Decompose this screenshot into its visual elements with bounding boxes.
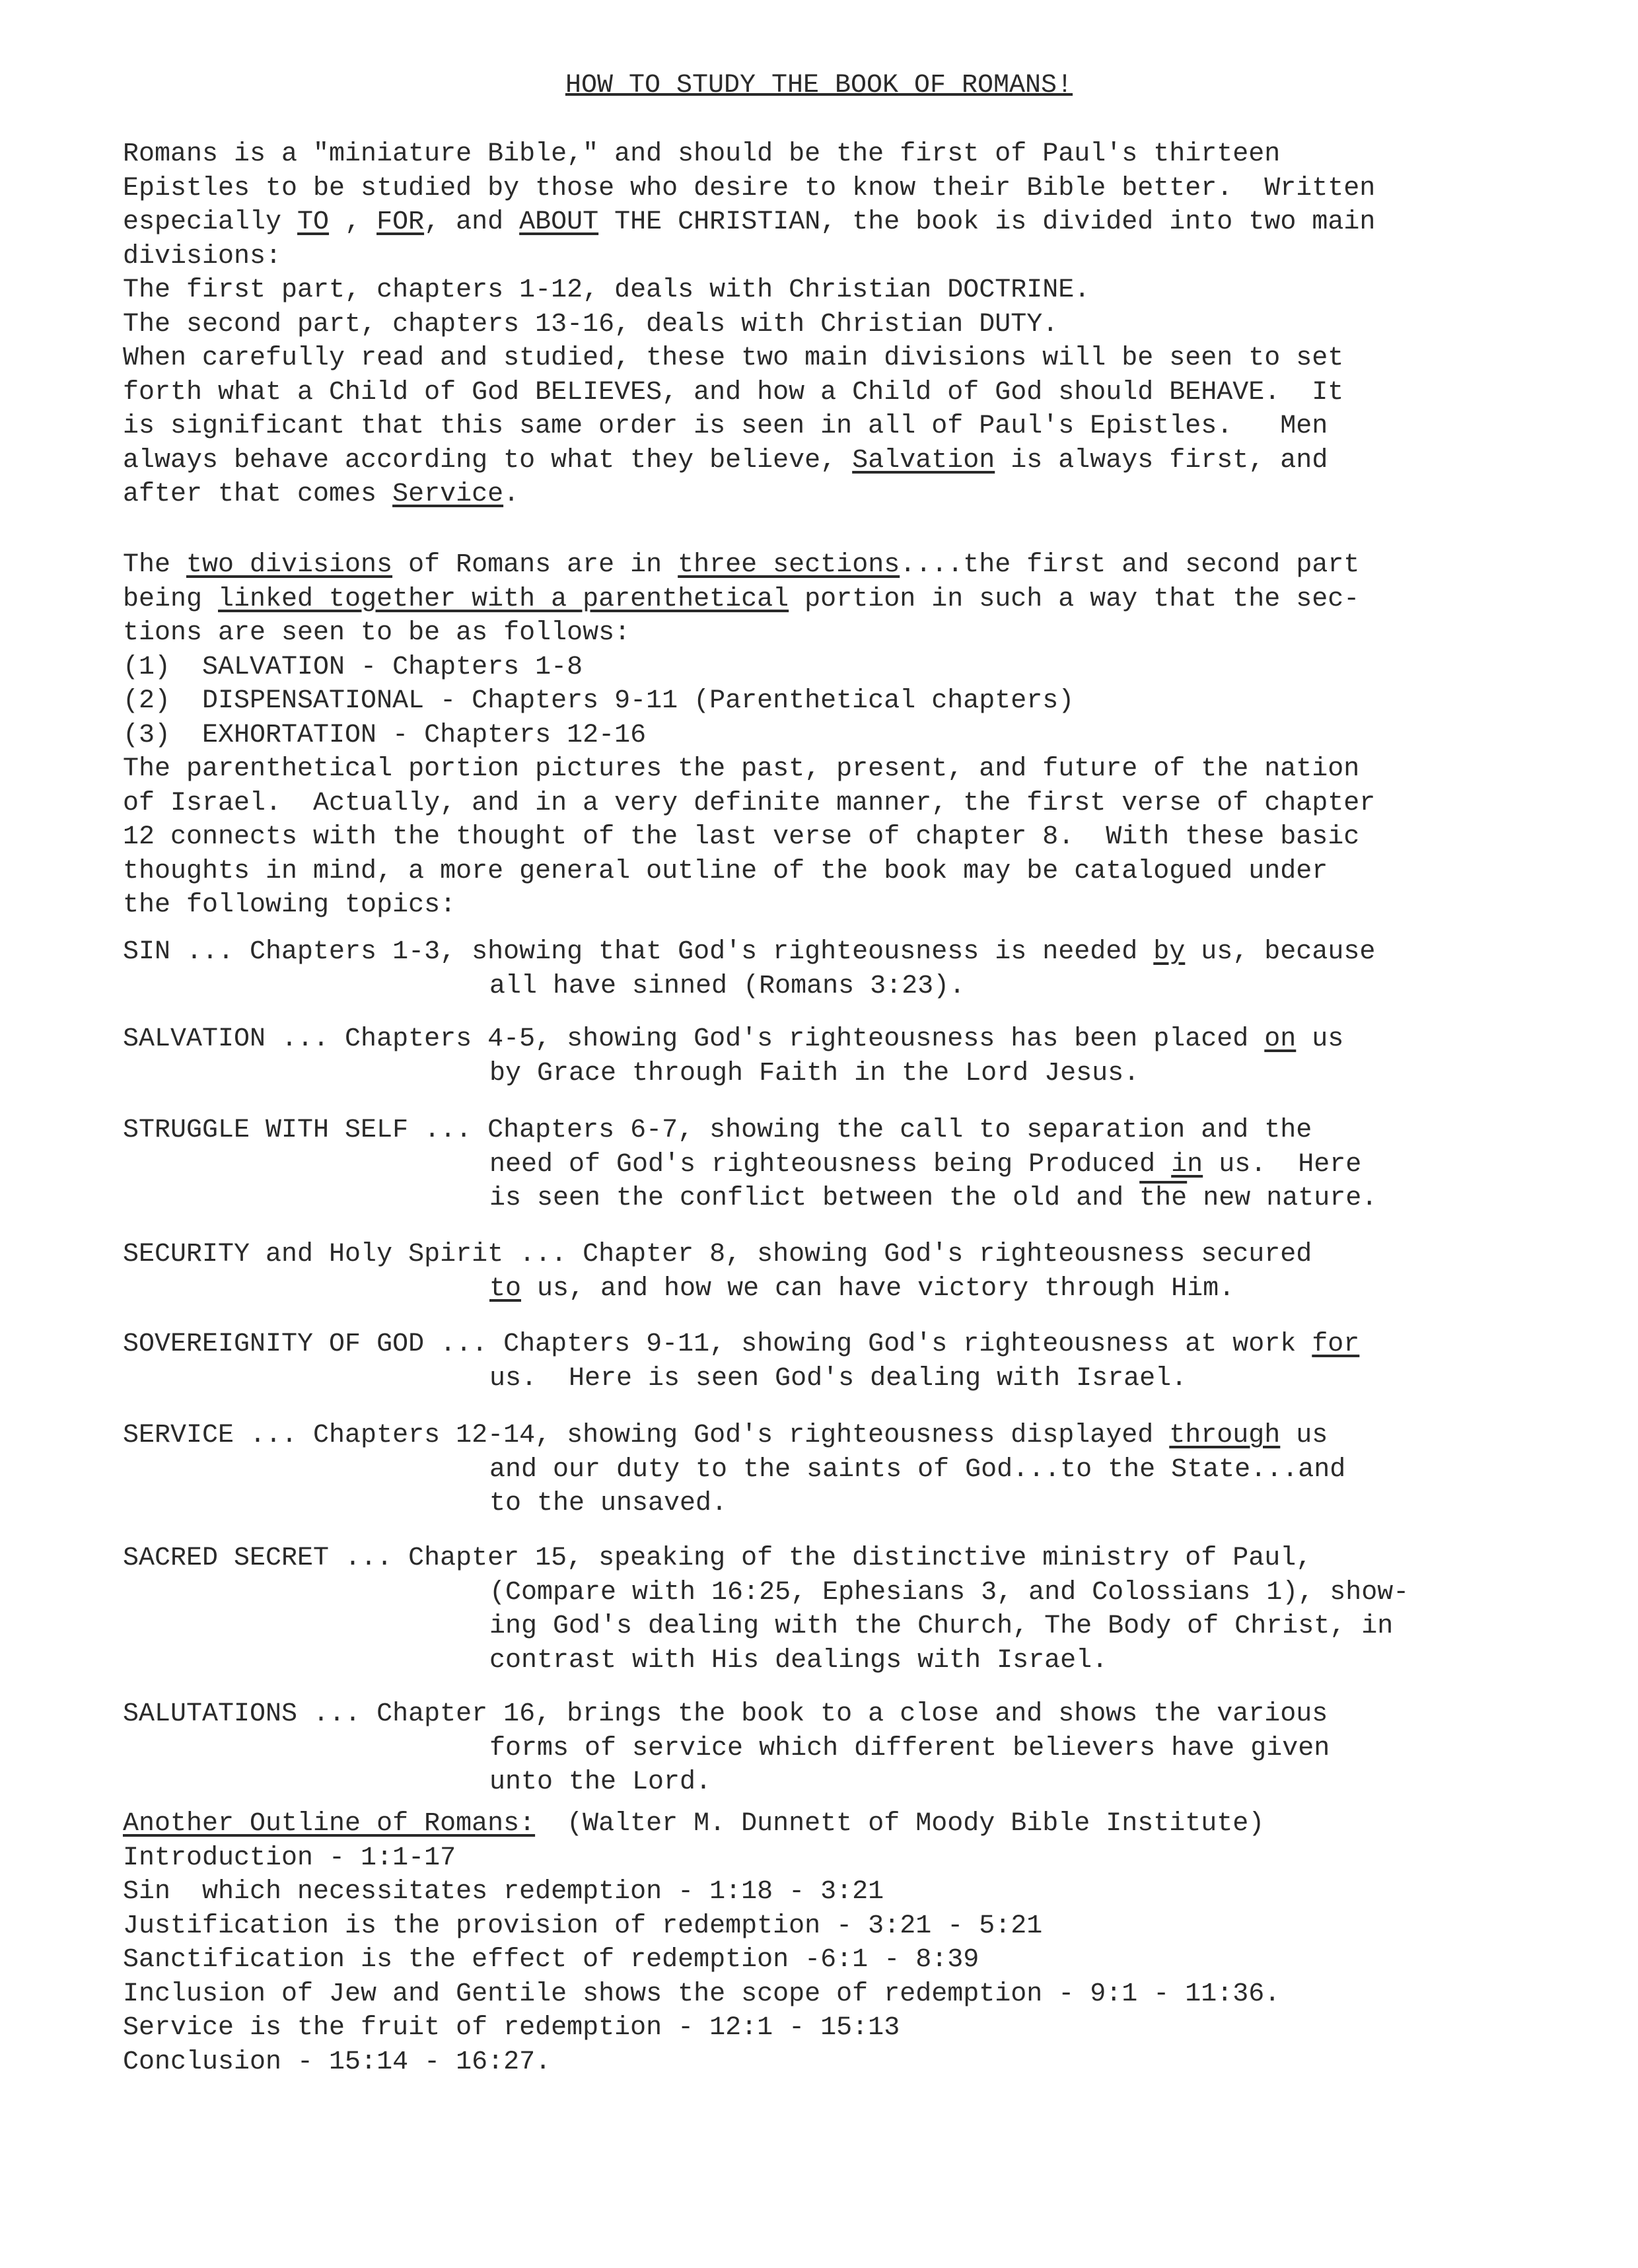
text: The — [123, 550, 187, 580]
outline-item: Sanctification is the effect of redemption -6:1 - 8:39 — [123, 1945, 979, 1975]
text: new nature. — [1187, 1184, 1378, 1213]
sections-line: thoughts in mind, a more general outline of the book may be catalogued under — [123, 856, 1328, 886]
text: SOVEREIGNITY OF GOD ... Chapters 9-11, showing God's righteousness at work — [123, 1329, 1312, 1359]
topic-sacred-secret — [123, 1542, 1556, 1678]
sections-line — [123, 548, 1556, 583]
topic-service — [123, 1419, 1556, 1521]
text: us, because — [1185, 937, 1376, 967]
topic-salvation — [123, 1022, 1556, 1090]
topic-line — [123, 1148, 1556, 1182]
intro-line: The second part, chapters 13-16, deals with Christian DUTY. — [123, 309, 1059, 339]
text: need of God's righteousness being Produced — [489, 1149, 1172, 1180]
underlined-phrase: two divisions — [186, 550, 393, 580]
topic-line: and our duty to the saints of God...to the State...and — [489, 1454, 1346, 1485]
section-item: (1) SALVATION - Chapters 1-8 — [123, 652, 583, 682]
text: is seen the conflict between the old and — [489, 1184, 1140, 1213]
text: is always first, and — [995, 445, 1328, 476]
topic-sin — [123, 935, 1556, 1003]
topic-line: contrast with His dealings with Israel. — [489, 1645, 1108, 1676]
topic-line: SACRED SECRET ... Chapter 15, speaking of the distinctive ministry of Paul, — [123, 1543, 1312, 1573]
underlined-phrase: three sections — [678, 550, 900, 580]
outline-item: Justification is the provision of redemption - 3:21 - 5:21 — [123, 1911, 1043, 1941]
text: of Romans are in — [392, 550, 678, 580]
outline-heading: Another Outline of Romans: — [123, 1809, 536, 1839]
topic-line — [123, 1182, 1556, 1216]
outline-item: Introduction - 1:1-17 — [123, 1843, 456, 1873]
intro-line: divisions: — [123, 241, 282, 271]
sections-paragraph — [123, 548, 1556, 923]
topic-line: ing God's dealing with the Church, The Body of Christ, in — [489, 1612, 1394, 1641]
intro-line — [123, 205, 1556, 240]
sections-line: The parenthetical portion pictures the past, present, and future of the nation — [123, 754, 1360, 784]
underlined-word: FOR — [376, 207, 425, 237]
topic-line — [123, 935, 1556, 970]
text: being — [123, 584, 219, 614]
topic-line — [123, 1419, 1556, 1453]
text: , — [329, 207, 377, 237]
topic-security — [123, 1238, 1556, 1306]
sections-line: the following topics: — [123, 890, 456, 920]
topic-sovereignty — [123, 1328, 1556, 1396]
overlined-word: $\overline{the}$ — [1139, 1184, 1188, 1213]
outline-heading-line — [123, 1807, 1556, 1841]
intro-paragraph — [123, 137, 1556, 512]
underlined-word: to — [489, 1273, 522, 1304]
underlined-word: for — [1312, 1329, 1360, 1359]
text: after that comes — [123, 479, 393, 509]
another-outline — [123, 1807, 1556, 2079]
page-title: HOW TO STUDY THE BOOK OF ROMANS! — [565, 71, 1073, 100]
topic-line: (Compare with 16:25, Ephesians 3, and Colossians 1), show- — [489, 1577, 1409, 1608]
topic-line: all have sinned (Romans 3:23). — [489, 971, 966, 1001]
intro-line: Romans is a "miniature Bible," and should be the first of Paul's thirteen — [123, 139, 1281, 169]
underlined-word: on — [1264, 1024, 1297, 1054]
intro-line: The first part, chapters 1-12, deals with Christian DOCTRINE. — [123, 275, 1090, 305]
topic-line: STRUGGLE WITH SELF ... Chapters 6-7, showing the call to separation and the — [123, 1116, 1312, 1145]
topic-line: to the unsaved. — [489, 1489, 728, 1518]
intro-line: forth what a Child of God BELIEVES, and how a Child of God should BEHAVE. It — [123, 377, 1344, 408]
underlined-word: through — [1169, 1421, 1281, 1450]
sections-line: 12 connects with the thought of the last verse of chapter 8. With these basic — [123, 822, 1360, 852]
text: . — [503, 479, 520, 509]
topic-struggle — [123, 1114, 1556, 1216]
intro-line: is significant that this same order is seen in all of Paul's Epistles. Men — [123, 411, 1328, 441]
text: portion in such a way that the sec- — [789, 584, 1360, 614]
topic-line — [123, 1022, 1556, 1057]
topic-line: SALUTATIONS ... Chapter 16, brings the book to a close and shows the various — [123, 1699, 1328, 1729]
text: us — [1280, 1421, 1328, 1450]
intro-line: Epistles to be studied by those who desire to know their Bible better. Written — [123, 173, 1376, 203]
outline-item: Conclusion - 15:14 - 16:27. — [123, 2047, 552, 2077]
outline-item: Sin which necessitates redemption - 1:18 - 3:21 — [123, 1877, 884, 1907]
topic-line — [123, 1328, 1556, 1362]
text: especially — [123, 207, 298, 237]
outline-item: Inclusion of Jew and Gentile shows the scope of redemption - 9:1 - 11:36. — [123, 1979, 1281, 2009]
outline-source: (Walter M. Dunnett of Moody Bible Institute) — [535, 1809, 1265, 1839]
intro-line — [123, 478, 1556, 512]
underlined-word: TO — [297, 207, 330, 237]
text: us, and how we can have victory through Him. — [521, 1273, 1235, 1304]
topic-line: forms of service which different believers have given — [489, 1733, 1330, 1763]
outline-item: Service is the fruit of redemption - 12:1 - 15:13 — [123, 2013, 900, 2043]
topic-salutations — [123, 1697, 1556, 1800]
underlined-word: by — [1153, 937, 1186, 967]
sections-line — [123, 583, 1556, 617]
topic-line: us. Here is seen God's dealing with Israel. — [489, 1363, 1188, 1394]
intro-line: When carefully read and studied, these two main divisions will be seen to set — [123, 343, 1344, 373]
text: us — [1296, 1024, 1344, 1054]
intro-line — [123, 444, 1556, 478]
text: THE CHRISTIAN, the book is divided into two main — [598, 207, 1376, 237]
topic-line: unto the Lord. — [489, 1767, 712, 1797]
text: always behave according to what they believe, — [123, 445, 853, 476]
topic-line — [123, 1272, 1556, 1306]
underlined-word: Service — [392, 479, 504, 509]
underlined-word: ABOUT — [519, 207, 599, 237]
section-item: (2) DISPENSATIONAL - Chapters 9-11 (Parenthetical chapters) — [123, 686, 1075, 716]
sections-line: of Israel. Actually, and in a very definite manner, the first verse of chapter — [123, 788, 1376, 818]
underlined-phrase: linked together with a parenthetical — [218, 584, 789, 614]
text: us. Here — [1203, 1149, 1362, 1180]
topic-line: SECURITY and Holy Spirit ... Chapter 8, showing God's righteousness secured — [123, 1240, 1312, 1269]
underlined-word: in — [1171, 1149, 1203, 1180]
text: , and — [424, 207, 520, 237]
sections-line: tions are seen to be as follows: — [123, 618, 631, 648]
underlined-word: Salvation — [852, 445, 995, 476]
text: SERVICE ... Chapters 12-14, showing God's righteousness displayed — [123, 1421, 1170, 1450]
text: SIN ... Chapters 1-3, showing that God's righteousness is needed — [123, 937, 1154, 967]
text: SALVATION ... Chapters 4-5, showing God's righteousness has been placed — [123, 1024, 1265, 1054]
topic-line: by Grace through Faith in the Lord Jesus. — [489, 1058, 1140, 1088]
text: ....the first and second part — [900, 550, 1360, 580]
section-item: (3) EXHORTATION - Chapters 12-16 — [123, 720, 647, 750]
